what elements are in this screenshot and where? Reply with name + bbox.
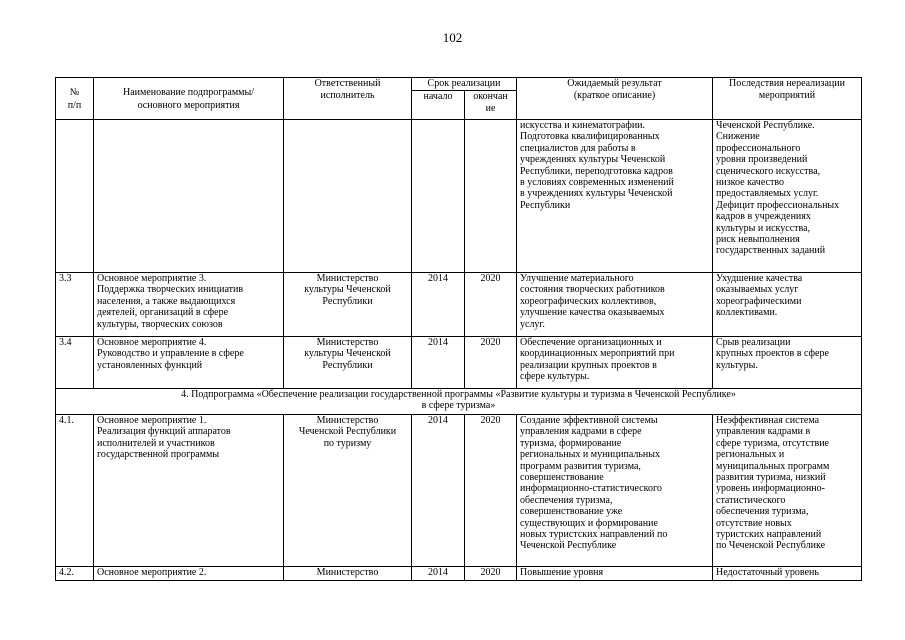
table-row [56,273,862,337]
page-number: 102 [442,30,463,45]
row-start: 2014 [412,273,465,337]
header-num: № п/п [56,78,94,120]
table-row [56,415,862,567]
row-result: Обеспечение организационных и координационных мероприятий при реализации крупных проектов в сфере культуры. [517,337,713,389]
header-result: Ожидаемый результат (краткое описание) [517,78,713,120]
row-start [412,120,465,273]
table-row [56,337,862,389]
row-name: Основное мероприятие 2. [94,567,284,581]
row-name [94,120,284,273]
header-name: Наименование подпрограммы/ основного мероприятия [94,78,284,120]
row-result: Создание эффективной системы управления кадрами в сфере туризма, формирование региональных и муниципальных программ развития туризма, совершенствование информационно-статистического обеспечения туризма, совершенствование уже существующих и формирование новых туристских направлений по Чеченской Республике [517,415,713,567]
row-end: 2020 [465,337,517,389]
header-consequences: Последствия нереализации мероприятий [713,78,862,120]
row-executor: Министерство Чеченской Республики по туризму [284,415,412,567]
row-name: Основное мероприятие 3. Поддержка творческих инициатив населения, а также выдающихся деятелей, организаций в сфере культуры, творческих союзов [94,273,284,337]
row-consequences: Чеченской Республике. Снижение профессионального уровня произведений сценического искусства, низкое качество предоставляемых услуг. Дефицит профессиональных кадров в учреждениях культуры и искусства, риск невыполнения государственных заданий [713,120,862,273]
row-start: 2014 [412,415,465,567]
row-num [56,120,94,273]
row-consequences: Срыв реализации крупных проектов в сфере культуры. [713,337,862,389]
row-start: 2014 [412,567,465,581]
header-executor: Ответственный исполнитель [284,78,412,120]
row-name: Основное мероприятие 1. Реализация функций аппаратов исполнителей и участников государственной программы [94,415,284,567]
header-start: начало [412,91,465,120]
row-executor [284,120,412,273]
row-result: Повышение уровня [517,567,713,581]
row-executor: Министерство культуры Чеченской Республики [284,337,412,389]
program-table [55,77,862,581]
row-result: искусства и кинематографии. Подготовка квалифицированных специалистов для работы в учреждениях культуры Чеченской Республики, переподготовка кадров в условиях современных изменений в учреждениях культуры Чеченской Республики [517,120,713,273]
row-num: 4.2. [56,567,94,581]
row-end: 2020 [465,273,517,337]
row-end: 2020 [465,567,517,581]
row-end [465,120,517,273]
row-result: Улучшение материального состояния творческих работников хореографических коллективов, улучшение качества оказываемых услуг. [517,273,713,337]
row-consequences: Неэффективная система управления кадрами в сфере туризма, отсутствие региональных и муниципальных программ развития туризма, низкий уровень информационно- статистического обеспечения туризма, отсутствие новых туристских направлений по Чеченской Республике [713,415,862,567]
row-num: 4.1. [56,415,94,567]
table-row [56,120,862,273]
row-executor: Министерство [284,567,412,581]
header-end: окончан ие [465,91,517,120]
table-row [56,567,862,581]
row-num: 3.4 [56,337,94,389]
header-period: Срок реализации [412,78,517,91]
row-name: Основное мероприятие 4. Руководство и управление в сфере установленных функций [94,337,284,389]
section-row [56,389,862,415]
row-executor: Министерство культуры Чеченской Республики [284,273,412,337]
row-consequences: Ухудшение качества оказываемых услуг хореографическими коллективами. [713,273,862,337]
row-consequences: Недостаточный уровень [713,567,862,581]
row-start: 2014 [412,337,465,389]
row-num: 3.3 [56,273,94,337]
section-title: 4. Подпрограмма «Обеспечение реализации государственной программы «Развитие культуры и туризма в Чеченской Республике» в сфере туризма» [56,389,862,415]
row-end: 2020 [465,415,517,567]
